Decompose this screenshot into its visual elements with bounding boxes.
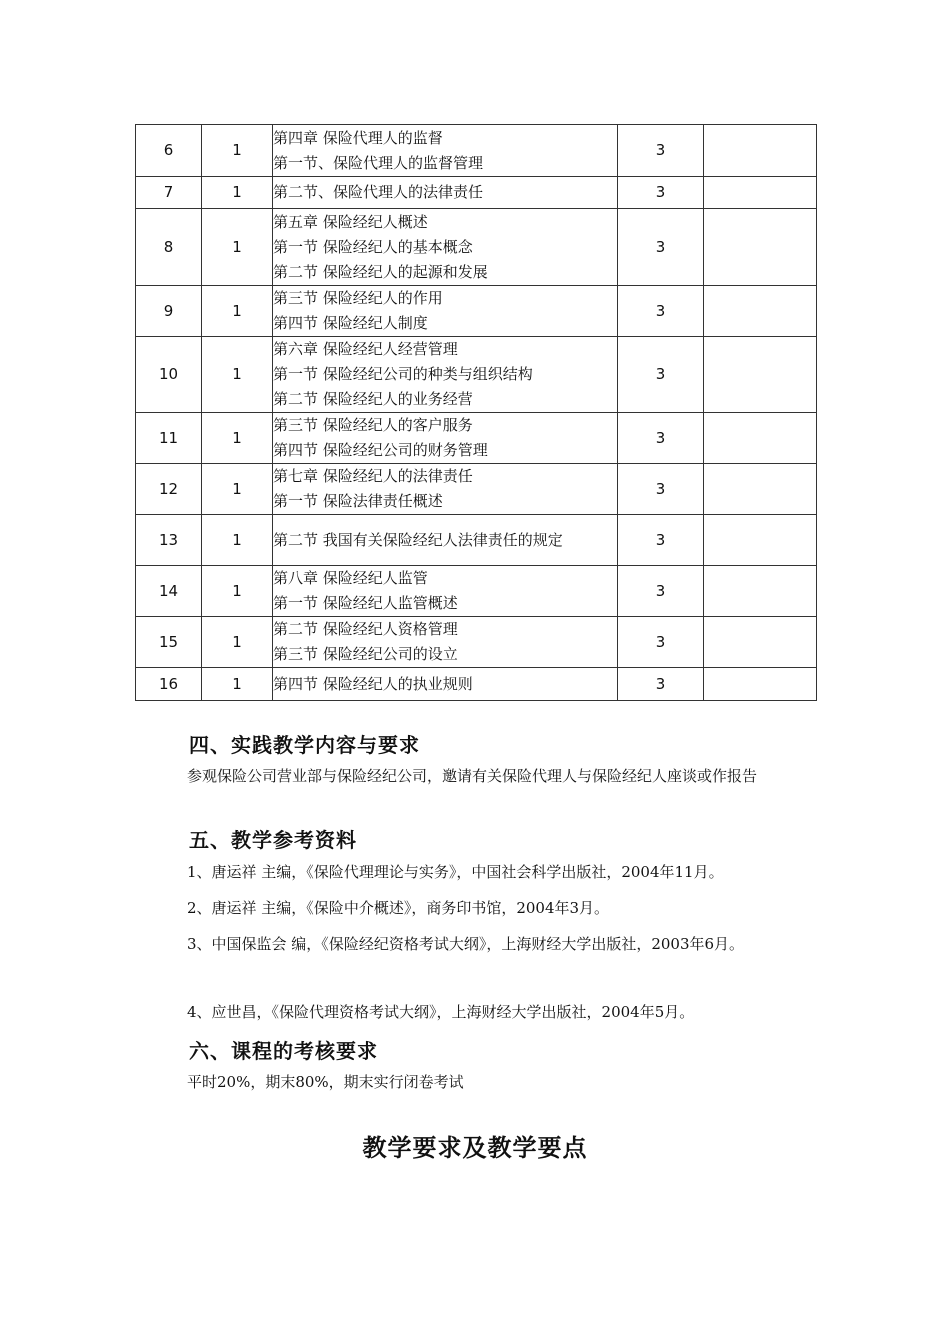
content-line: 第五章 保险经纪人概述 (273, 212, 428, 231)
table-row (136, 286, 817, 337)
content-line: 第七章 保险经纪人的法律责任 (273, 467, 473, 485)
week-cell: 15 (136, 617, 202, 668)
content-cell (273, 617, 618, 668)
credit-cell: 3 (618, 209, 704, 286)
credit-cell: 3 (618, 668, 704, 701)
content-line: 第一节 保险经纪公司的种类与组织结构 (273, 365, 533, 383)
table-row (136, 337, 817, 413)
hours-cell: 1 (202, 125, 273, 177)
content-line: 第二节 保险经纪人的起源和发展 (273, 262, 488, 281)
note-cell (704, 286, 817, 337)
hours-cell: 1 (202, 413, 273, 464)
content-line: 第六章 保险经纪人经营管理 (273, 340, 458, 358)
section-heading-assessment: 六、课程的考核要求 (189, 1039, 378, 1063)
table-row (136, 617, 817, 668)
table-row (136, 209, 817, 286)
content-line: 第四章 保险代理人的监督 (273, 128, 443, 147)
content-cell (273, 464, 618, 515)
table-row (136, 125, 817, 177)
credit-cell: 3 (618, 617, 704, 668)
credit-cell: 3 (618, 515, 704, 566)
table-row (136, 515, 817, 566)
assessment-paragraph: 平时20%，期末80%，期末实行闭卷考试 (187, 1073, 464, 1091)
hours-cell: 1 (202, 566, 273, 617)
content-cell (273, 413, 618, 464)
content-line: 第一节 保险法律责任概述 (273, 492, 443, 510)
practice-paragraph: 参观保险公司营业部与保险经纪公司，邀请有关保险代理人与保险经纪人座谈或作报告 (187, 767, 758, 785)
note-cell (704, 566, 817, 617)
content-cell (273, 668, 618, 701)
credit-cell: 3 (618, 286, 704, 337)
content-line: 第一节 保险经纪人监管概述 (273, 594, 458, 612)
note-cell (704, 337, 817, 413)
hours-cell: 1 (202, 209, 273, 286)
section-heading-practice: 四、实践教学内容与要求 (189, 733, 420, 757)
content-line: 第二节 保险经纪人资格管理 (273, 620, 458, 638)
content-cell (273, 515, 618, 566)
reference-item: 4、应世昌，《保险代理资格考试大纲》，上海财经大学出版社，2004年5月。 (187, 1003, 695, 1021)
note-cell (704, 668, 817, 701)
content-line: 第二节 保险经纪人的业务经营 (273, 390, 473, 408)
credit-cell: 3 (618, 413, 704, 464)
week-cell: 10 (136, 337, 202, 413)
content-line: 第三节 保险经纪人的客户服务 (273, 416, 473, 434)
credit-cell: 3 (618, 125, 704, 177)
content-line: 第一节 保险经纪人的基本概念 (273, 237, 473, 256)
table-row (136, 668, 817, 701)
content-line: 第一节、保险代理人的监督管理 (273, 153, 484, 172)
note-cell (704, 515, 817, 566)
reference-item: 2、唐运祥 主编，《保险中介概述》，商务印书馆，2004年3月。 (187, 899, 610, 917)
hours-cell: 1 (202, 464, 273, 515)
week-cell: 6 (136, 125, 202, 177)
hours-cell: 1 (202, 177, 273, 209)
content-line: 第八章 保险经纪人监管 (273, 569, 428, 587)
week-cell: 14 (136, 566, 202, 617)
note-cell (704, 464, 817, 515)
table-row (136, 566, 817, 617)
content-cell (273, 177, 618, 209)
reference-item: 1、唐运祥 主编，《保险代理理论与实务》，中国社会科学出版社，2004年11月。 (187, 863, 724, 881)
course-schedule-table (135, 124, 817, 701)
note-cell (704, 413, 817, 464)
hours-cell: 1 (202, 286, 273, 337)
content-line: 第二节、保险代理人的法律责任 (273, 183, 484, 201)
week-cell: 13 (136, 515, 202, 566)
table-row (136, 464, 817, 515)
content-cell (273, 209, 618, 286)
content-line: 第三节 保险经纪人的作用 (273, 289, 443, 307)
note-cell (704, 209, 817, 286)
table-row (136, 177, 817, 209)
hours-cell: 1 (202, 337, 273, 413)
content-line: 第四节 保险经纪人的执业规则 (273, 674, 473, 693)
note-cell (704, 177, 817, 209)
credit-cell: 3 (618, 337, 704, 413)
content-line: 第二节 我国有关保险经纪人法律责任的规定 (273, 530, 563, 549)
content-line: 第四节 保险经纪人制度 (273, 314, 428, 332)
page-title: 教学要求及教学要点 (362, 1134, 588, 1162)
reference-item: 3、中国保监会 编，《保险经纪资格考试大纲》，上海财经大学出版社，2003年6月。 (187, 935, 745, 953)
content-cell (273, 286, 618, 337)
credit-cell: 3 (618, 464, 704, 515)
week-cell: 7 (136, 177, 202, 209)
week-cell: 9 (136, 286, 202, 337)
schedule-table-body (136, 125, 817, 701)
note-cell (704, 125, 817, 177)
content-cell (273, 566, 618, 617)
content-cell (273, 125, 618, 177)
note-cell (704, 617, 817, 668)
week-cell: 8 (136, 209, 202, 286)
credit-cell: 3 (618, 177, 704, 209)
content-line: 第四节 保险经纪公司的财务管理 (273, 441, 488, 459)
week-cell: 16 (136, 668, 202, 701)
week-cell: 12 (136, 464, 202, 515)
week-cell: 11 (136, 413, 202, 464)
hours-cell: 1 (202, 515, 273, 566)
content-cell (273, 337, 618, 413)
section-heading-references: 五、教学参考资料 (189, 828, 357, 852)
hours-cell: 1 (202, 668, 273, 701)
content-line: 第三节 保险经纪公司的设立 (273, 645, 458, 663)
hours-cell: 1 (202, 617, 273, 668)
credit-cell: 3 (618, 566, 704, 617)
table-row (136, 413, 817, 464)
